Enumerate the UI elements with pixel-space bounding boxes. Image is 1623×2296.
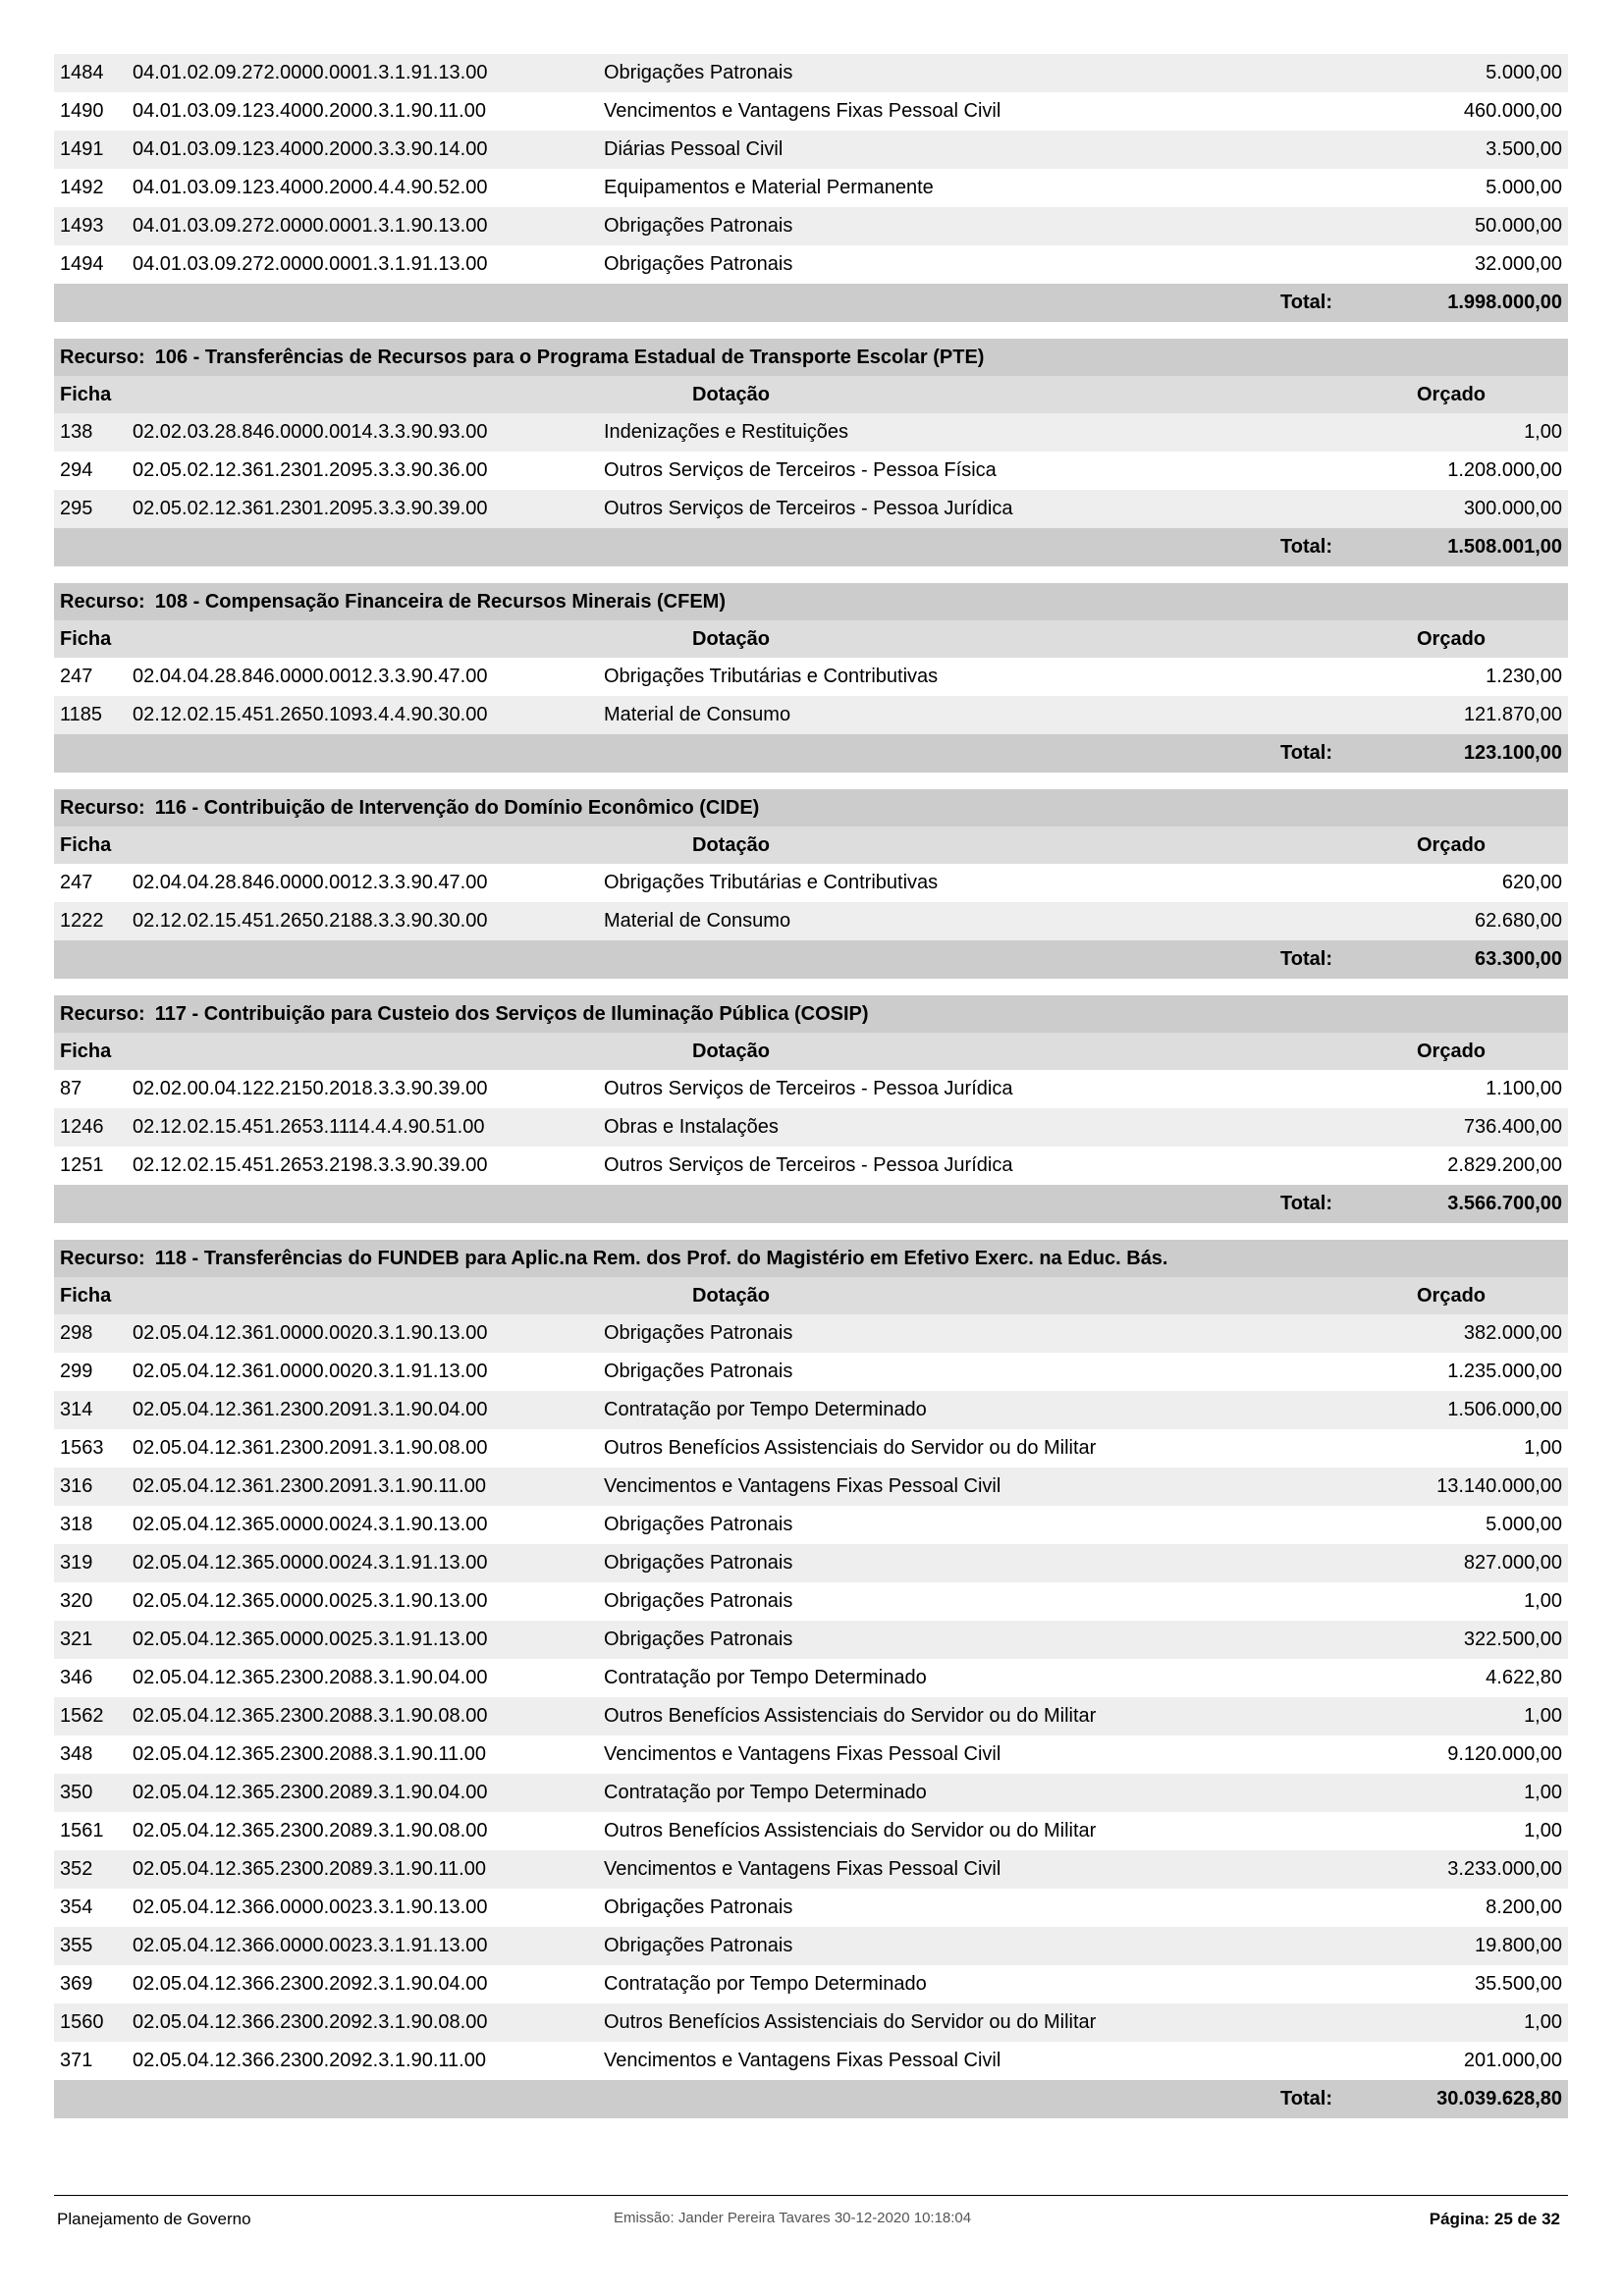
table-row — [54, 1147, 1568, 1185]
orcado-value-cell: 382.000,00 — [1463, 1322, 1562, 1344]
dotacao-code-cell: 02.05.04.12.365.0000.0024.3.1.91.13.00 — [133, 1552, 488, 1574]
dotacao-code-cell: 02.05.04.12.365.2300.2088.3.1.90.08.00 — [133, 1705, 488, 1727]
total-value: 3.566.700,00 — [1447, 1193, 1562, 1214]
column-header-orcado: Orçado — [1417, 1040, 1487, 1062]
dotacao-code-cell: 02.05.04.12.361.0000.0020.3.1.91.13.00 — [133, 1361, 488, 1382]
total-value: 1.998.000,00 — [1447, 292, 1562, 313]
dotacao-code-cell: 02.05.04.12.365.2300.2088.3.1.90.04.00 — [133, 1667, 488, 1688]
total-label: Total: — [1280, 536, 1332, 558]
orcado-value-cell: 736.400,00 — [1463, 1116, 1562, 1138]
dotacao-description-cell: Contratação por Tempo Determinado — [604, 1667, 927, 1688]
ficha-cell: 352 — [60, 1858, 93, 1880]
orcado-value-cell: 1,00 — [1524, 1820, 1562, 1842]
dotacao-code-cell: 02.05.04.12.361.2300.2091.3.1.90.11.00 — [133, 1475, 486, 1497]
table-row — [54, 1108, 1568, 1147]
dotacao-description-cell: Obrigações Tributárias e Contributivas — [604, 666, 939, 687]
recurso-header — [54, 339, 1568, 376]
orcado-value-cell: 4.622,80 — [1486, 1667, 1562, 1688]
orcado-value-cell: 1,00 — [1524, 1590, 1562, 1612]
column-header-ficha: Ficha — [60, 627, 112, 650]
total-row — [54, 528, 1568, 566]
recurso-label: Recurso: — [60, 1247, 145, 1269]
ficha-cell: 316 — [60, 1475, 93, 1497]
dotacao-description-cell: Outros Serviços de Terceiros - Pessoa Jurídica — [604, 498, 1013, 519]
dotacao-code-cell: 04.01.03.09.123.4000.2000.3.3.90.14.00 — [133, 138, 488, 160]
orcado-value-cell: 620,00 — [1501, 872, 1562, 893]
total-row — [54, 734, 1568, 773]
column-header-dotacao: Dotação — [692, 1284, 770, 1307]
dotacao-code-cell: 02.12.02.15.451.2653.1114.4.4.90.51.00 — [133, 1116, 485, 1138]
recurso-header — [54, 995, 1568, 1033]
table-row — [54, 131, 1568, 169]
recurso-label: Recurso: — [60, 590, 145, 613]
column-header-orcado: Orçado — [1417, 627, 1487, 650]
recurso-label: Recurso: — [60, 346, 145, 368]
dotacao-description-cell: Obrigações Patronais — [604, 1590, 793, 1612]
table-row — [54, 169, 1568, 207]
dotacao-description-cell: Obrigações Tributárias e Contributivas — [604, 872, 939, 893]
ficha-cell: 87 — [60, 1078, 82, 1099]
orcado-value-cell: 1,00 — [1524, 1782, 1562, 1803]
orcado-value-cell: 2.829.200,00 — [1447, 1154, 1562, 1176]
ficha-cell: 299 — [60, 1361, 93, 1382]
table-row — [54, 1965, 1568, 2003]
dotacao-description-cell: Obrigações Patronais — [604, 1552, 793, 1574]
dotacao-code-cell: 02.05.04.12.365.2300.2088.3.1.90.11.00 — [133, 1743, 486, 1765]
column-header-orcado: Orçado — [1417, 833, 1487, 856]
dotacao-description-cell: Obrigações Patronais — [604, 62, 793, 83]
recurso-title: 106 - Transferências de Recursos para o Programa Estadual de Transporte Escolar (PTE) — [154, 346, 985, 368]
orcado-value-cell: 5.000,00 — [1486, 177, 1562, 198]
ficha-cell: 354 — [60, 1896, 93, 1918]
orcado-value-cell: 19.800,00 — [1475, 1935, 1562, 1956]
ficha-cell: 1490 — [60, 100, 104, 122]
table-row — [54, 1070, 1568, 1108]
dotacao-description-cell: Obrigações Patronais — [604, 1514, 793, 1535]
dotacao-description-cell: Obrigações Patronais — [604, 1629, 793, 1650]
total-value: 123.100,00 — [1463, 742, 1562, 764]
column-header-ficha: Ficha — [60, 383, 112, 405]
table-row — [54, 1621, 1568, 1659]
ficha-cell: 1562 — [60, 1705, 104, 1727]
continued-section — [54, 54, 1568, 322]
dotacao-code-cell: 04.01.03.09.123.4000.2000.4.4.90.52.00 — [133, 177, 488, 198]
orcado-value-cell: 13.140.000,00 — [1436, 1475, 1562, 1497]
dotacao-description-cell: Outros Serviços de Terceiros - Pessoa Jurídica — [604, 1154, 1013, 1176]
recurso-title: 108 - Compensação Financeira de Recursos Minerais (CFEM) — [154, 590, 726, 613]
orcado-value-cell: 35.500,00 — [1475, 1973, 1562, 1995]
dotacao-code-cell: 02.05.02.12.361.2301.2095.3.3.90.39.00 — [133, 498, 488, 519]
table-row — [54, 1429, 1568, 1468]
recurso-title: 116 - Contribuição de Intervenção do Domínio Econômico (CIDE) — [154, 796, 760, 819]
orcado-value-cell: 1,00 — [1524, 421, 1562, 443]
recurso-section — [54, 995, 1568, 1223]
dotacao-code-cell: 04.01.03.09.123.4000.2000.3.1.90.11.00 — [133, 100, 486, 122]
ficha-cell: 320 — [60, 1590, 93, 1612]
table-row — [54, 1582, 1568, 1621]
dotacao-description-cell: Outros Benefícios Assistenciais do Servidor ou do Militar — [604, 1705, 1097, 1727]
column-header-dotacao: Dotação — [692, 833, 770, 856]
recurso-title: 118 - Transferências do FUNDEB para Aplic.na Rem. dos Prof. do Magistério em Efetivo Exerc. na Educ. Bás. — [154, 1247, 1168, 1269]
dotacao-description-cell: Equipamentos e Material Permanente — [604, 177, 934, 198]
dotacao-description-cell: Obras e Instalações — [604, 1116, 779, 1138]
ficha-cell: 1484 — [60, 62, 104, 83]
table-row — [54, 207, 1568, 245]
dotacao-description-cell: Contratação por Tempo Determinado — [604, 1399, 927, 1420]
dotacao-code-cell: 02.12.02.15.451.2653.2198.3.3.90.39.00 — [133, 1154, 488, 1176]
orcado-value-cell: 3.233.000,00 — [1447, 1858, 1562, 1880]
ficha-cell: 346 — [60, 1667, 93, 1688]
dotacao-code-cell: 02.05.04.12.366.2300.2092.3.1.90.04.00 — [133, 1973, 488, 1995]
dotacao-description-cell: Obrigações Patronais — [604, 1896, 793, 1918]
dotacao-description-cell: Vencimentos e Vantagens Fixas Pessoal Civil — [604, 100, 1001, 122]
dotacao-description-cell: Outros Serviços de Terceiros - Pessoa Jurídica — [604, 1078, 1013, 1099]
table-row — [54, 245, 1568, 284]
total-label: Total: — [1280, 948, 1332, 970]
orcado-value-cell: 300.000,00 — [1463, 498, 1562, 519]
column-header-dotacao: Dotação — [692, 627, 770, 650]
orcado-value-cell: 322.500,00 — [1463, 1629, 1562, 1650]
dotacao-description-cell: Material de Consumo — [604, 704, 791, 725]
table-row — [54, 1391, 1568, 1429]
recurso-label: Recurso: — [60, 1002, 145, 1025]
ficha-cell: 294 — [60, 459, 93, 481]
total-label: Total: — [1280, 742, 1332, 764]
dotacao-description-cell: Vencimentos e Vantagens Fixas Pessoal Civil — [604, 1743, 1001, 1765]
ficha-cell: 247 — [60, 666, 93, 687]
column-header-row — [54, 620, 1568, 658]
dotacao-description-cell: Indenizações e Restituições — [604, 421, 849, 443]
orcado-value-cell: 1.230,00 — [1486, 666, 1562, 687]
table-row — [54, 1544, 1568, 1582]
dotacao-code-cell: 02.05.04.12.365.0000.0025.3.1.90.13.00 — [133, 1590, 488, 1612]
table-row — [54, 1735, 1568, 1774]
ficha-cell: 1560 — [60, 2011, 104, 2033]
ficha-cell: 138 — [60, 421, 93, 443]
column-header-ficha: Ficha — [60, 1284, 112, 1307]
dotacao-description-cell: Outros Serviços de Terceiros - Pessoa Física — [604, 459, 997, 481]
ficha-cell: 350 — [60, 1782, 93, 1803]
ficha-cell: 1561 — [60, 1820, 104, 1842]
dotacao-code-cell: 02.05.04.12.366.0000.0023.3.1.91.13.00 — [133, 1935, 488, 1956]
table-row — [54, 1927, 1568, 1965]
orcado-value-cell: 1,00 — [1524, 1437, 1562, 1459]
dotacao-description-cell: Material de Consumo — [604, 910, 791, 932]
column-header-dotacao: Dotação — [692, 1040, 770, 1062]
recurso-label: Recurso: — [60, 796, 145, 819]
dotacao-code-cell: 02.12.02.15.451.2650.2188.3.3.90.30.00 — [133, 910, 488, 932]
dotacao-code-cell: 02.05.04.12.361.2300.2091.3.1.90.04.00 — [133, 1399, 488, 1420]
dotacao-description-cell: Vencimentos e Vantagens Fixas Pessoal Civil — [604, 1858, 1001, 1880]
ficha-cell: 295 — [60, 498, 93, 519]
dotacao-description-cell: Outros Benefícios Assistenciais do Servidor ou do Militar — [604, 2011, 1097, 2033]
column-header-row — [54, 827, 1568, 864]
ficha-cell: 314 — [60, 1399, 93, 1420]
column-header-orcado: Orçado — [1417, 383, 1487, 405]
ficha-cell: 298 — [60, 1322, 93, 1344]
table-row — [54, 658, 1568, 696]
orcado-value-cell: 3.500,00 — [1486, 138, 1562, 160]
total-label: Total: — [1280, 1193, 1332, 1214]
total-value: 1.508.001,00 — [1447, 536, 1562, 558]
table-row — [54, 92, 1568, 131]
orcado-value-cell: 201.000,00 — [1463, 2050, 1562, 2071]
dotacao-code-cell: 04.01.03.09.272.0000.0001.3.1.91.13.00 — [133, 253, 488, 275]
total-row — [54, 940, 1568, 979]
report-page — [54, 54, 1568, 2118]
table-row — [54, 1850, 1568, 1889]
recurso-header — [54, 1240, 1568, 1277]
orcado-value-cell: 1,00 — [1524, 2011, 1562, 2033]
dotacao-description-cell: Outros Benefícios Assistenciais do Servidor ou do Militar — [604, 1820, 1097, 1842]
dotacao-code-cell: 02.05.04.12.361.0000.0020.3.1.90.13.00 — [133, 1322, 488, 1344]
table-row — [54, 490, 1568, 528]
dotacao-code-cell: 02.02.00.04.122.2150.2018.3.3.90.39.00 — [133, 1078, 488, 1099]
dotacao-description-cell: Obrigações Patronais — [604, 253, 793, 275]
footer-department: Planejamento de Governo — [57, 2210, 251, 2228]
dotacao-description-cell: Obrigações Patronais — [604, 1361, 793, 1382]
ficha-cell: 1563 — [60, 1437, 104, 1459]
dotacao-description-cell: Diárias Pessoal Civil — [604, 138, 784, 160]
ficha-cell: 355 — [60, 1935, 93, 1956]
footer-page-number: Página: 25 de 32 — [1429, 2210, 1560, 2228]
table-row — [54, 902, 1568, 940]
ficha-cell: 1492 — [60, 177, 104, 198]
dotacao-code-cell: 02.05.04.12.365.2300.2089.3.1.90.11.00 — [133, 1858, 486, 1880]
total-row — [54, 2080, 1568, 2118]
table-row — [54, 1314, 1568, 1353]
table-row — [54, 413, 1568, 452]
ficha-cell: 369 — [60, 1973, 93, 1995]
column-header-ficha: Ficha — [60, 833, 112, 856]
ficha-cell: 1185 — [60, 704, 103, 725]
orcado-value-cell: 1.506.000,00 — [1447, 1399, 1562, 1420]
recurso-section — [54, 1240, 1568, 2118]
table-row — [54, 1506, 1568, 1544]
dotacao-description-cell: Obrigações Patronais — [604, 215, 793, 237]
total-row — [54, 284, 1568, 322]
total-value: 30.039.628,80 — [1436, 2088, 1562, 2109]
column-header-orcado: Orçado — [1417, 1284, 1487, 1307]
dotacao-code-cell: 02.04.04.28.846.0000.0012.3.3.90.47.00 — [133, 872, 488, 893]
ficha-cell: 1222 — [60, 910, 104, 932]
orcado-value-cell: 8.200,00 — [1486, 1896, 1562, 1918]
total-value: 63.300,00 — [1475, 948, 1562, 970]
dotacao-code-cell: 04.01.02.09.272.0000.0001.3.1.91.13.00 — [133, 62, 488, 83]
ficha-cell: 348 — [60, 1743, 93, 1765]
recurso-header — [54, 583, 1568, 620]
column-header-dotacao: Dotação — [692, 383, 770, 405]
column-header-row — [54, 1033, 1568, 1070]
orcado-value-cell: 121.870,00 — [1463, 704, 1562, 725]
orcado-value-cell: 5.000,00 — [1486, 1514, 1562, 1535]
ficha-cell: 321 — [60, 1629, 93, 1650]
page-footer — [54, 2195, 1568, 2245]
recurso-section — [54, 583, 1568, 773]
table-row — [54, 696, 1568, 734]
table-row — [54, 1697, 1568, 1735]
dotacao-code-cell: 04.01.03.09.272.0000.0001.3.1.90.13.00 — [133, 215, 488, 237]
orcado-value-cell: 50.000,00 — [1475, 215, 1562, 237]
recurso-header — [54, 789, 1568, 827]
recurso-title: 117 - Contribuição para Custeio dos Serviços de Iluminação Pública (COSIP) — [154, 1002, 869, 1025]
total-row — [54, 1185, 1568, 1223]
orcado-value-cell: 1.100,00 — [1486, 1078, 1562, 1099]
dotacao-code-cell: 02.05.04.12.366.2300.2092.3.1.90.11.00 — [133, 2050, 486, 2071]
ficha-cell: 247 — [60, 872, 93, 893]
ficha-cell: 1246 — [60, 1116, 104, 1138]
table-row — [54, 2003, 1568, 2042]
column-header-row — [54, 376, 1568, 413]
total-label: Total: — [1280, 2088, 1332, 2109]
dotacao-code-cell: 02.05.04.12.365.2300.2089.3.1.90.04.00 — [133, 1782, 488, 1803]
footer-emission-info: Emissão: Jander Pereira Tavares 30-12-2020 10:18:04 — [614, 2210, 972, 2226]
total-label: Total: — [1280, 292, 1332, 313]
dotacao-code-cell: 02.05.04.12.365.0000.0025.3.1.91.13.00 — [133, 1629, 488, 1650]
orcado-value-cell: 1.235.000,00 — [1447, 1361, 1562, 1382]
dotacao-description-cell: Outros Benefícios Assistenciais do Servidor ou do Militar — [604, 1437, 1097, 1459]
dotacao-description-cell: Obrigações Patronais — [604, 1322, 793, 1344]
orcado-value-cell: 9.120.000,00 — [1447, 1743, 1562, 1765]
column-header-ficha: Ficha — [60, 1040, 112, 1062]
ficha-cell: 1493 — [60, 215, 104, 237]
orcado-value-cell: 460.000,00 — [1463, 100, 1562, 122]
recurso-section — [54, 339, 1568, 566]
dotacao-code-cell: 02.05.04.12.366.2300.2092.3.1.90.08.00 — [133, 2011, 488, 2033]
table-row — [54, 54, 1568, 92]
dotacao-description-cell: Vencimentos e Vantagens Fixas Pessoal Civil — [604, 2050, 1001, 2071]
orcado-value-cell: 62.680,00 — [1475, 910, 1562, 932]
dotacao-code-cell: 02.05.04.12.365.0000.0024.3.1.90.13.00 — [133, 1514, 488, 1535]
orcado-value-cell: 1.208.000,00 — [1447, 459, 1562, 481]
column-header-row — [54, 1277, 1568, 1314]
table-row — [54, 1812, 1568, 1850]
dotacao-code-cell: 02.02.03.28.846.0000.0014.3.3.90.93.00 — [133, 421, 488, 443]
ficha-cell: 1491 — [60, 138, 104, 160]
dotacao-code-cell: 02.12.02.15.451.2650.1093.4.4.90.30.00 — [133, 704, 488, 725]
dotacao-code-cell: 02.04.04.28.846.0000.0012.3.3.90.47.00 — [133, 666, 488, 687]
table-row — [54, 1353, 1568, 1391]
orcado-value-cell: 1,00 — [1524, 1705, 1562, 1727]
dotacao-description-cell: Contratação por Tempo Determinado — [604, 1973, 927, 1995]
table-row — [54, 1889, 1568, 1927]
ficha-cell: 318 — [60, 1514, 93, 1535]
table-row — [54, 1468, 1568, 1506]
ficha-cell: 371 — [60, 2050, 93, 2071]
dotacao-code-cell: 02.05.04.12.365.2300.2089.3.1.90.08.00 — [133, 1820, 488, 1842]
orcado-value-cell: 827.000,00 — [1463, 1552, 1562, 1574]
ficha-cell: 1494 — [60, 253, 104, 275]
recurso-section — [54, 789, 1568, 979]
table-row — [54, 864, 1568, 902]
dotacao-description-cell: Obrigações Patronais — [604, 1935, 793, 1956]
orcado-value-cell: 5.000,00 — [1486, 62, 1562, 83]
recurso-sections — [54, 339, 1568, 2118]
dotacao-code-cell: 02.05.02.12.361.2301.2095.3.3.90.36.00 — [133, 459, 488, 481]
table-row — [54, 1774, 1568, 1812]
dotacao-description-cell: Contratação por Tempo Determinado — [604, 1782, 927, 1803]
dotacao-code-cell: 02.05.04.12.361.2300.2091.3.1.90.08.00 — [133, 1437, 488, 1459]
table-row — [54, 1659, 1568, 1697]
dotacao-description-cell: Vencimentos e Vantagens Fixas Pessoal Civil — [604, 1475, 1001, 1497]
ficha-cell: 1251 — [60, 1154, 104, 1176]
dotacao-code-cell: 02.05.04.12.366.0000.0023.3.1.90.13.00 — [133, 1896, 488, 1918]
table-row — [54, 452, 1568, 490]
orcado-value-cell: 32.000,00 — [1475, 253, 1562, 275]
table-row — [54, 2042, 1568, 2080]
ficha-cell: 319 — [60, 1552, 93, 1574]
